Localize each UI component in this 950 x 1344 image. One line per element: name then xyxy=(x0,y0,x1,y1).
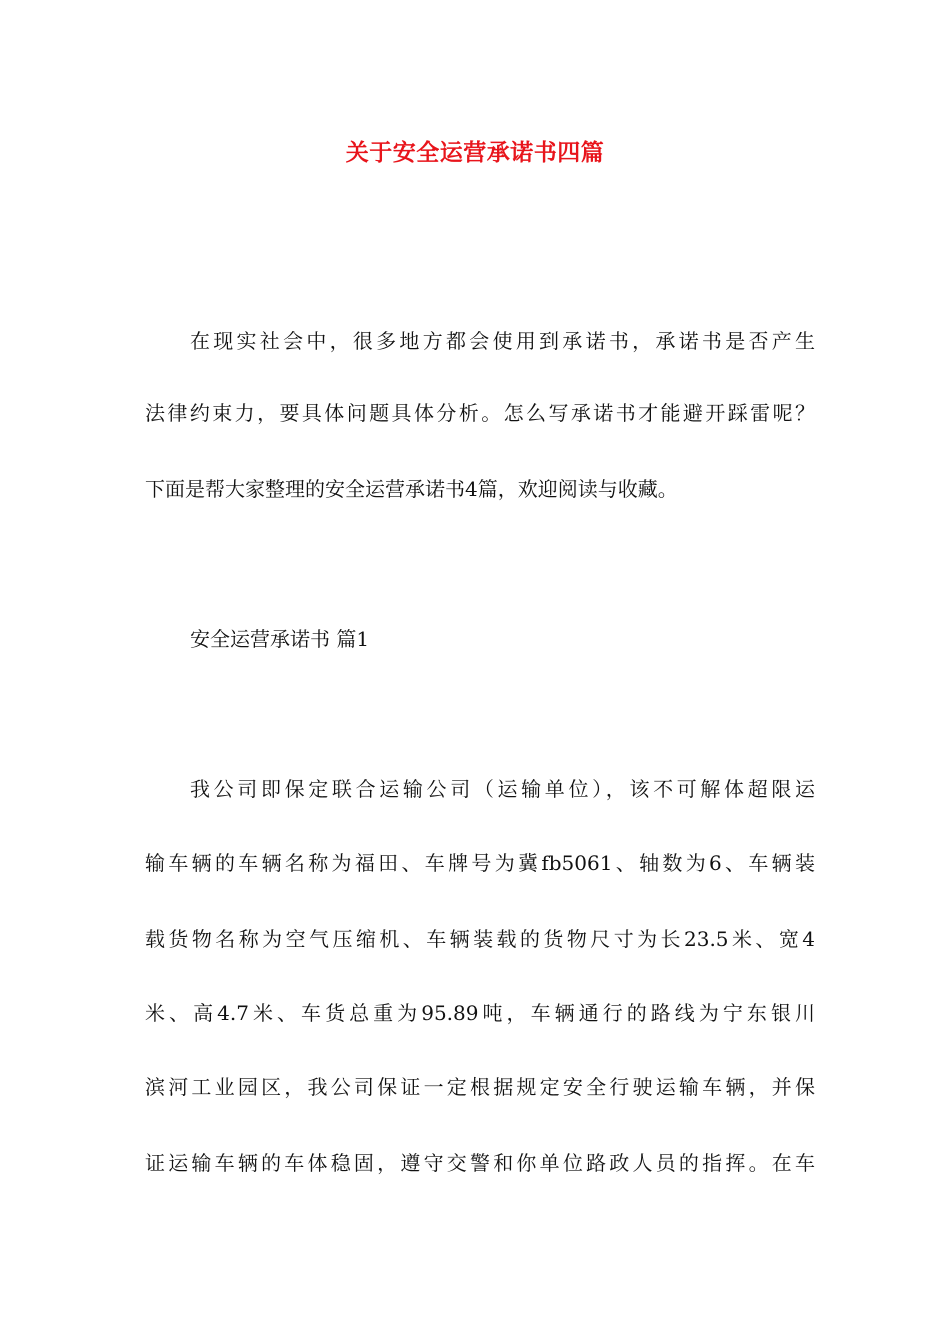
intro-line-2: 法律约束力，要具体问题具体分析。怎么写承诺书才能避开踩雷呢？ xyxy=(145,401,815,425)
body-line-3: 载货物名称为空气压缩机、车辆装载的货物尺寸为长23.5米、宽4 xyxy=(145,927,815,951)
body-line-1: 我公司即保定联合运输公司（运输单位），该不可解体超限运 xyxy=(190,777,815,801)
document-title: 关于安全运营承诺书四篇 xyxy=(345,139,605,166)
body-line-2: 输车辆的车辆名称为福田、车牌号为冀fb5061、轴数为6、车辆装 xyxy=(145,851,815,875)
intro-line-1: 在现实社会中，很多地方都会使用到承诺书，承诺书是否产生 xyxy=(190,329,815,353)
section-heading: 安全运营承诺书 篇1 xyxy=(190,627,370,651)
body-line-6: 证运输车辆的车体稳固，遵守交警和你单位路政人员的指挥。在车 xyxy=(145,1151,815,1175)
body-line-5: 滨河工业园区，我公司保证一定根据规定安全行驶运输车辆，并保 xyxy=(145,1075,815,1099)
body-line-4: 米、高4.7米、车货总重为95.89吨，车辆通行的路线为宁东银川 xyxy=(145,1001,815,1025)
intro-line-3: 下面是帮大家整理的安全运营承诺书4篇，欢迎阅读与收藏。 xyxy=(145,477,678,501)
